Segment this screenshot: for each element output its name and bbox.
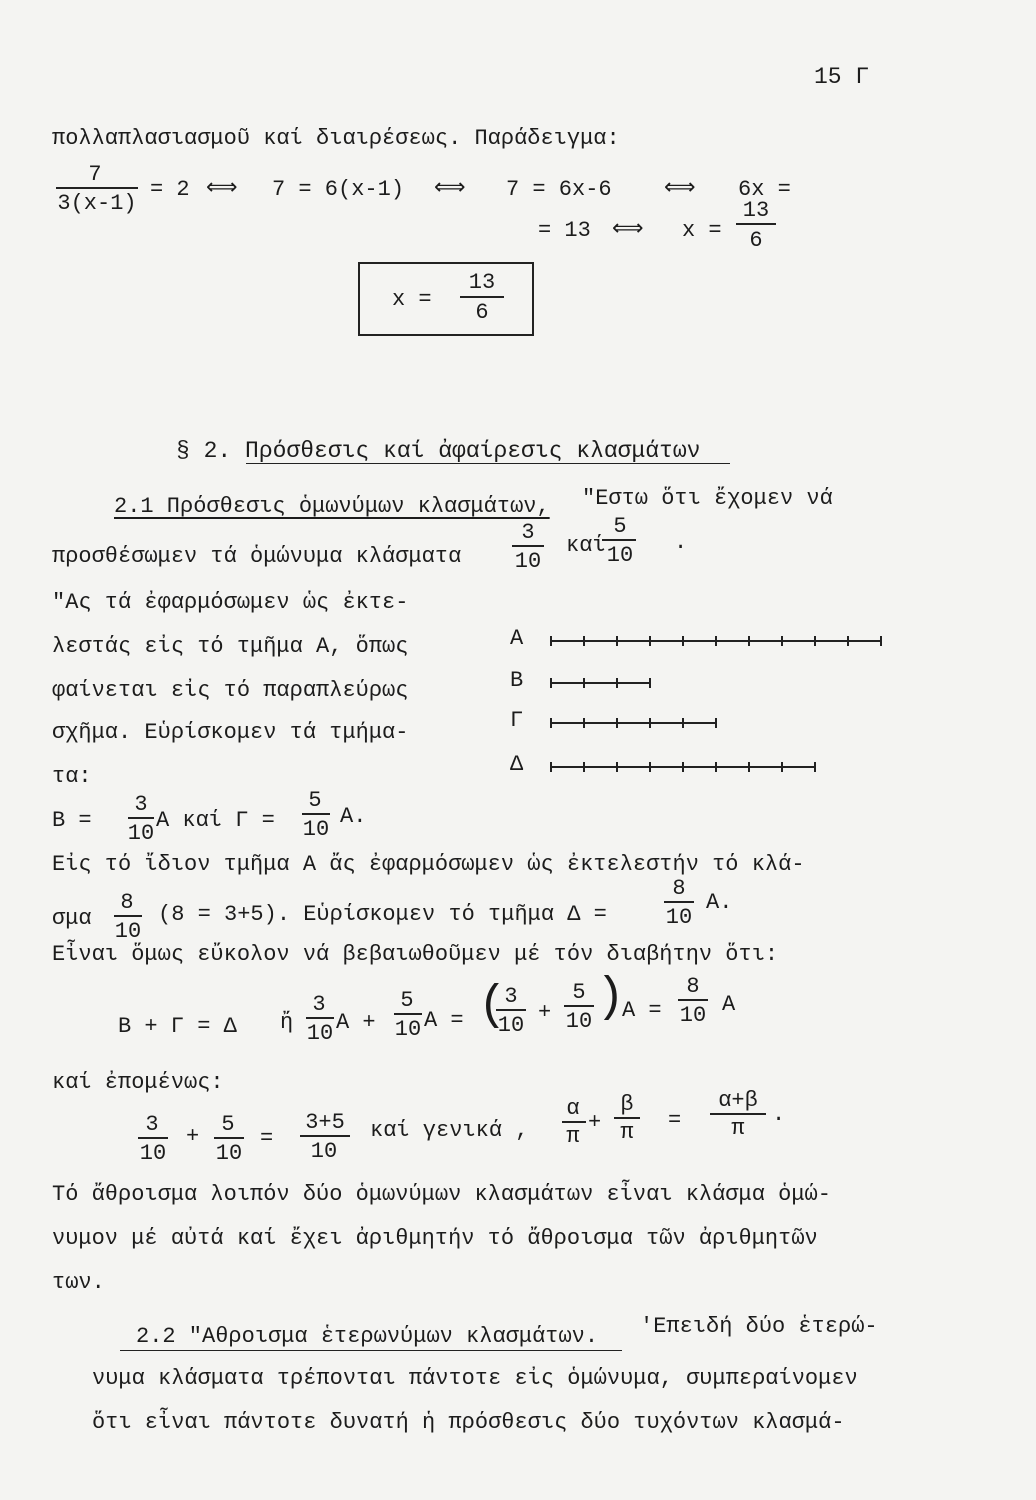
segment-tick [616,718,618,728]
segment-tick [649,636,651,646]
gen-eq: = [260,1126,274,1151]
segment-tick [748,636,750,646]
boxed-denominator: 6 [475,300,489,325]
frac2-denominator: 10 [606,543,634,568]
segment-tick [550,678,552,688]
sum-n4: 5 [572,980,586,1005]
segment-tick [649,678,651,688]
segment-tick [616,636,618,646]
sum-d1: 10 [306,1021,334,1046]
sum-bar1 [306,1017,334,1019]
sum-bar4 [564,1005,594,1007]
segment-tick [781,762,783,772]
example-eq6-numerator: 13 [742,198,770,223]
equivalence-arrow-3: ⟺ [664,176,696,201]
subsection-2-2-text1: 'Επειδή δύο ἑτερώ- [640,1314,878,1339]
subsection-2-1-title: 2.1 Πρόσθεσις ὁμωνύμων κλασμάτων, [114,494,550,519]
boxed-fraction-bar [460,296,504,298]
frac2-bar [602,539,636,541]
apply-line-3: φαίνεται εἰς τό παραπλεύρως [52,678,409,703]
delta-numerator: 8 [672,876,686,901]
equivalence-arrow-2: ⟺ [434,176,466,201]
section-heading-text: § 2. Πρόσθεσις καί ἀφαίρεσις κλασμάτων [176,438,701,464]
frac1-numerator: 3 [521,520,535,545]
segment-tick [649,718,651,728]
segment-tick [583,678,585,688]
section-heading-underline [246,463,730,464]
apply-line-4: σχῆμα. Εὑρίσκομεν τά τμήμα- [52,720,409,745]
apply-line-2: λεστάς εἰς τό τμῆμα Α, ὅπως [52,634,409,659]
gamma-denominator: 10 [302,817,330,842]
frac1-denominator: 10 [514,549,542,574]
example-eq1: = 2 [150,177,190,202]
sum-bar3 [496,1009,526,1011]
segment-tick [715,762,717,772]
conclusion-line-2: νυμον μέ αὐτά καί ἔχει ἀριθμητήν τό ἄθροισμα τῶν ἀριθμητῶν [52,1226,818,1251]
section-heading [176,438,701,464]
sum-n2: 5 [400,988,414,1013]
gen-bar-ab [710,1113,766,1115]
segment-tick [814,636,816,646]
segment-label-1: Β [510,668,524,693]
example-lhs-fraction-bar [56,187,138,189]
segment-label-2: Γ [510,708,524,733]
delta-denominator: 10 [665,905,693,930]
segment-label-3: Δ [510,752,524,777]
example-lhs-numerator: 7 [88,162,102,187]
sum-d4: 10 [565,1009,593,1034]
b-lhs: Β = [52,808,92,833]
subsection-2-2-title: 2.2 "Αθροισμα ἑτερωνύμων κλασμάτων. [136,1324,599,1349]
gen-alpha-beta: α+β [718,1088,758,1113]
gen-dot: . [772,1102,786,1127]
idio-line-2-start: σμα [52,906,92,931]
segment-tick [748,762,750,772]
gen-gplus: + [588,1110,602,1135]
idio-line-1: Εἰς τό ἴδιον τμῆμα Α ἄς ἐφαρμόσωμεν ὡς ἐκτελεστήν τό κλά- [52,852,805,877]
b-denominator: 10 [127,821,155,846]
subsection-2-2-line2: νυμα κλάσματα τρέπονται πάντοτε εἰς ὁμώνυμα, συμπεραίνομεν [92,1366,858,1391]
gen-text: καί γενικά , [370,1118,529,1143]
segment-tick [616,678,618,688]
frac-kai: καί [566,533,606,558]
sum-n5: 8 [686,974,700,999]
sum-lhs: Β + Γ = Δ [118,1014,237,1039]
gen-bar3 [300,1135,350,1137]
subsection-2-1-text: "Εστω ὅτι ἔχομεν νά [582,486,833,511]
sum-n3: 3 [504,984,518,1009]
b-fraction-bar [128,817,154,819]
sum-bar5 [678,999,708,1001]
gen-beta: β [620,1092,634,1117]
sum-bar2 [394,1013,422,1015]
gen-bar-beta [614,1117,640,1119]
sum-a1: Α + [336,1010,376,1035]
example-lhs-denominator: 3(x-1) [57,191,137,216]
gen-d2: 10 [215,1141,243,1166]
segment-tick [715,636,717,646]
idio-fraction-bar [114,915,142,917]
example-eq4: 6x = [738,177,791,202]
sum-d5: 10 [679,1003,707,1028]
subsection-2-2-line3: ὅτι εἶναι πάντοτε δυνατή ἡ πρόσθεσις δύο τυχόντων κλασμά- [92,1410,845,1435]
segment-line-1 [550,682,649,684]
segment-tick [781,636,783,646]
segment-tick [847,636,849,646]
frac1-bar [512,545,544,547]
segment-tick [550,636,552,646]
segment-tick [550,718,552,728]
segment-tick [682,718,684,728]
sum-d2: 10 [394,1017,422,1042]
segment-line-2 [550,722,715,724]
gen-n1: 3 [145,1112,159,1137]
subsection-2-2-underline [120,1350,622,1351]
segment-tick [583,636,585,646]
gen-d3: 10 [310,1139,338,1164]
left-paren: ( [478,979,507,1033]
gen-bar1 [138,1137,168,1139]
gen-pi-2: π [620,1120,634,1145]
apply-line-5: τα: [52,764,92,789]
gen-d1: 10 [139,1141,167,1166]
conclusion-line-3: των. [52,1270,105,1295]
sum-a4: Α [722,992,736,1017]
example-eq5: = 13 [538,218,591,243]
segment-tick [550,762,552,772]
right-paren: ) [596,971,625,1025]
b-rest: Α καί Γ = [156,808,275,833]
equivalence-arrow-4: ⟺ [612,217,644,242]
sum-a3: Α = [622,998,662,1023]
intro-line: πολλαπλασιασμοῦ καί διαιρέσεως. Παράδειγμα: [52,126,620,151]
equivalence-arrow-1: ⟺ [206,176,238,201]
segment-tick [583,762,585,772]
idio-line-2-mid: (8 = 3+5). Εὑρίσκομεν τό τμῆμα Δ = [158,902,607,927]
segment-tick [715,718,717,728]
segment-label-0: Α [510,626,524,651]
boxed-lhs: x = [392,287,432,312]
gen-geq: = [668,1108,682,1133]
example-eq6-fraction-bar [736,223,776,225]
subsection-2-1-line2: προσθέσωμεν τά ὁμώνυμα κλάσματα [52,544,462,569]
example-eq2: 7 = 6(x-1) [272,177,405,202]
gen-pi-1: π [566,1124,580,1149]
idio-line-2-end: Α. [706,890,733,915]
b-numerator: 3 [134,792,148,817]
gen-bar2 [214,1137,244,1139]
segment-tick [880,636,882,646]
example-eq6-denominator: 6 [749,228,763,253]
example-eq3: 7 = 6x-6 [506,177,612,202]
kai-epomenos: καί ἐπομένως: [52,1070,224,1095]
gamma-numerator: 5 [308,788,322,813]
gen-bar-alpha [562,1121,586,1123]
einai-line: Εἶναι ὅμως εὔκολον νά βεβαιωθοῦμεν μέ τόν διαβήτην ὅτι: [52,942,779,967]
result-box [358,262,534,336]
gen-pi-3: π [731,1116,745,1141]
boxed-numerator: 13 [468,270,496,295]
conclusion-line-1: Τό ἄθροισμα λοιπόν δύο ὁμωνύμων κλασμάτων εἶναι κλάσμα ὁμώ- [52,1182,831,1207]
gen-plus: + [186,1124,200,1149]
sum-n1: 3 [312,992,326,1017]
segment-tick [814,762,816,772]
gen-n3: 3+5 [305,1110,345,1135]
segment-tick [682,636,684,646]
gamma-fraction-bar [302,813,330,815]
delta-fraction-bar [664,901,694,903]
gen-alpha: α [566,1096,580,1121]
sum-a2: Α = [424,1008,464,1033]
sum-plus: + [538,1000,552,1025]
page-number: 15 Γ [814,64,870,90]
frac-dot: . [674,530,688,555]
segment-tick [616,762,618,772]
sum-h: ἤ [280,1010,294,1035]
segment-tick [682,762,684,772]
segment-tick [649,762,651,772]
sum-d3: 10 [497,1013,525,1038]
idio-denominator: 10 [114,919,142,944]
gen-n2: 5 [221,1112,235,1137]
apply-line-1: "Ας τά ἐφαρμόσωμεν ὡς ἐκτε- [52,590,409,615]
segment-tick [583,718,585,728]
frac2-numerator: 5 [613,514,627,539]
gamma-rest: Α. [340,804,367,829]
example-eq6: x = [682,218,722,243]
idio-numerator: 8 [120,890,134,915]
